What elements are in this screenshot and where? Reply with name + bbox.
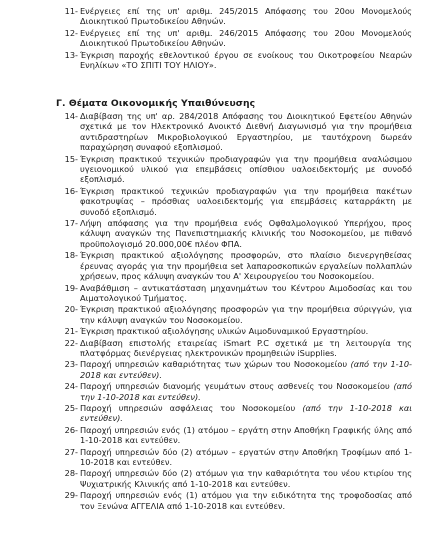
agenda-item-text [78,490,442,511]
agenda-item-text [78,186,442,217]
agenda-item-body: Αναβάθμιση – αντικατάσταση μηχανημάτων του Κέντρου Αιμοδοσίας και του Αιματολογικού Τμήματος. [80,282,412,303]
agenda-item-note: (από την 1-10-2018 και εντεύθεν). [80,359,412,380]
agenda-item-text [78,338,442,359]
agenda-item-text [78,111,442,153]
agenda-item-number: 23- [64,359,78,370]
agenda-item-body: Έγκριση παροχής εθελοντικού έργου σε ενοίκους του Οικοτροφείου Νεαρών Ενηλίκων «ΤΟ ΣΠΙΤΙ ΤΟΥ ΗΛΙΟΥ». [80,49,412,71]
agenda-item [0,186,442,217]
agenda-item-text [78,326,442,336]
agenda-item-text [78,6,442,27]
agenda-item-body: Παροχή υπηρεσιών καθαριότητας των χώρων του Νοσοκομείου [80,359,351,370]
agenda-item-number: 17- [64,218,78,229]
agenda-item-text [78,304,442,325]
agenda-item [0,490,442,511]
agenda-item [0,283,442,304]
agenda-item-text [78,50,442,71]
agenda-item-text [78,218,442,249]
agenda-item-number: 18- [64,250,78,261]
agenda-item [0,154,442,185]
agenda-item-number: 19- [64,282,78,293]
agenda-item-text [78,403,442,424]
agenda-item [0,381,442,402]
agenda-item-note: (από την 1-10-2018 και εντεύθεν). [80,402,412,424]
agenda-item-number: 28- [64,468,78,479]
agenda-item [0,111,442,153]
agenda-item-text [78,468,442,489]
agenda-item-number: 11- [64,6,78,16]
agenda-item-number: 27- [64,446,78,457]
agenda-item-body: Έγκριση πρακτικού τεχνικών προδιαγραφών για την προμήθεια πακέτων φακοτρυψίας – πρόσθιας υαλοειδεκτομής για επεμβάσεις καταρράκτη με συνοδό εξοπλισμό. [80,185,412,217]
agenda-item [0,250,442,281]
agenda-item-body: Έγκριση πρακτικού αξιολόγησης υλικών Αιμοδυναμικού Εργαστηρίου. [80,326,369,337]
agenda-item [0,403,442,424]
agenda-item-number: 20- [64,304,78,315]
agenda-item-body: Ενέργειες επί της υπ' αριθμ. 245/2015 Απόφασης του 20ου Μονομελούς Διοικητικού Πρωτοδικείου Αθηνών. [80,6,412,27]
agenda-item-number: 12- [64,27,78,38]
agenda-item-number: 26- [64,424,78,435]
agenda-item-number: 22- [64,337,78,348]
section-heading: Γ. Θέματα Οικονομικής Υπαιθύνευσης [56,98,256,109]
agenda-item-body: Έγκριση πρακτικού τεχνικών προδιαγραφών για την προμήθεια αναλώσιμου υγειονομικού υλικού για επεμβάσεις οπίσθιου υαλοειδεκτομής με συνοδό εξοπλισμό. [80,153,412,185]
agenda-item [0,468,442,489]
agenda-item-body: Παροχή υπηρεσιών ασφάλειας του Νοσοκομείου [80,402,303,413]
agenda-item [0,359,442,380]
agenda-item-body: Παροχή υπηρεσιών δύο (2) ατόμων για την καθαριότητα του νέου κτιρίου της Ψυχιατρικής Κλινικής από 1-10-2018 και εντεύθεν. [80,468,412,489]
agenda-item-number: 21- [64,326,78,337]
agenda-list-top [0,6,442,71]
agenda-item-number: 25- [64,402,78,413]
agenda-item-body: Λήψη απόφασης για την προμήθεια ενός Οφθαλμολογικού Υπερήχου, προς κάλυψη αναγκών της Πανεπιστημιακής κλινικής του Νοσοκομείου, με πιθανό προϋπολογισμό 20.000,00€ πλέον ΦΠΑ. [80,218,412,249]
agenda-list-financial [0,111,442,512]
agenda-item-text [78,447,442,468]
agenda-item-body: Διαβίβαση επιστολής εταιρείας iSmart P.C σχετικά με τη λειτουργία της πλατφόρμας διενέργειας ηλεκτρονικών προμηθειών iSupplies. [80,337,412,358]
agenda-item-body: Παροχή υπηρεσιών ενός (1) ατόμου – εργάτη στην Αποθήκη Γραφικής ύλης από 1-10-2018 και εντεύθεν. [80,424,412,446]
agenda-item-text [78,250,442,281]
agenda-item [0,6,442,27]
agenda-item-number: 13- [64,49,78,60]
agenda-item-number: 16- [64,185,78,196]
agenda-item-body: Παροχή υπηρεσιών ενός (1) ατόμου για την ειδικότητα της τροφοδοσίας από τον Ξενώνα ΑΓΓΕΛΙΑ από 1-10-2018 και εντεύθεν. [80,490,412,511]
agenda-item [0,50,442,71]
agenda-item [0,218,442,249]
agenda-item-body: Έγκριση πρακτικού αξιολόγησης προσφορών για την προμήθεια σύριγγών, για την κάλυψη αναγκών του Νοσοκομείου. [80,304,412,325]
agenda-item-text [78,381,442,402]
agenda-item-text [78,425,442,446]
agenda-item [0,425,442,446]
agenda-item-body: Ενέργειες επί της υπ' αριθμ. 246/2015 Απόφασης του 20ου Μονομελούς Διοικητικού Πρωτοδικείου Αθηνών. [80,27,412,49]
agenda-item-body: Διαβίβαση της υπ' αρ. 284/2018 Απόφασης του Διοικητικού Εφετείου Αθηνών σχετικά με τον Ηλεκτρονικό Ανοικτό Διεθνή Διαγωνισμό για την προμήθεια αντιδραστηρίων Μικροβιολογικού Εργαστηρίου, με ταυτόχρονη δωρεάν παραχώρηση συναφού εξοπλισμού. [80,111,412,153]
agenda-item-number: 15- [64,153,78,164]
agenda-item-text [78,154,442,185]
agenda-item-number: 29- [64,490,78,501]
agenda-item-body: Έγκριση πρακτικού αξιολόγησης προσφορών, στο πλαίσιο διενεργηθείσας έρευνας αγοράς για την προμήθεια set λαπαροσκοπικών εργαλείων πολλαπλών χρήσεων, προς κάλυψη αναγκών του Α' Χειρουργείου του Νοσοκομείου. [80,250,412,282]
agenda-item-note: (από την 1-10-2018 και εντεύθεν). [80,381,412,402]
agenda-item-text [78,359,442,380]
agenda-item-body: Παροχή υπηρεσιών δύο (2) ατόμων – εργατών στην Αποθήκη Τροφίμων από 1-10-2018 και εντεύθεν. [80,446,412,467]
agenda-item-number: 24- [64,381,78,392]
agenda-item [0,304,442,325]
agenda-item [0,326,442,336]
agenda-item-body: Παροχή υπηρεσιών διανομής γευμάτων στους ασθενείς του Νοσοκομείου [80,381,394,392]
agenda-item [0,447,442,468]
agenda-item-text [78,28,442,49]
agenda-item-text [78,283,442,304]
agenda-item-number: 14- [64,111,78,121]
agenda-item [0,28,442,49]
agenda-item [0,338,442,359]
